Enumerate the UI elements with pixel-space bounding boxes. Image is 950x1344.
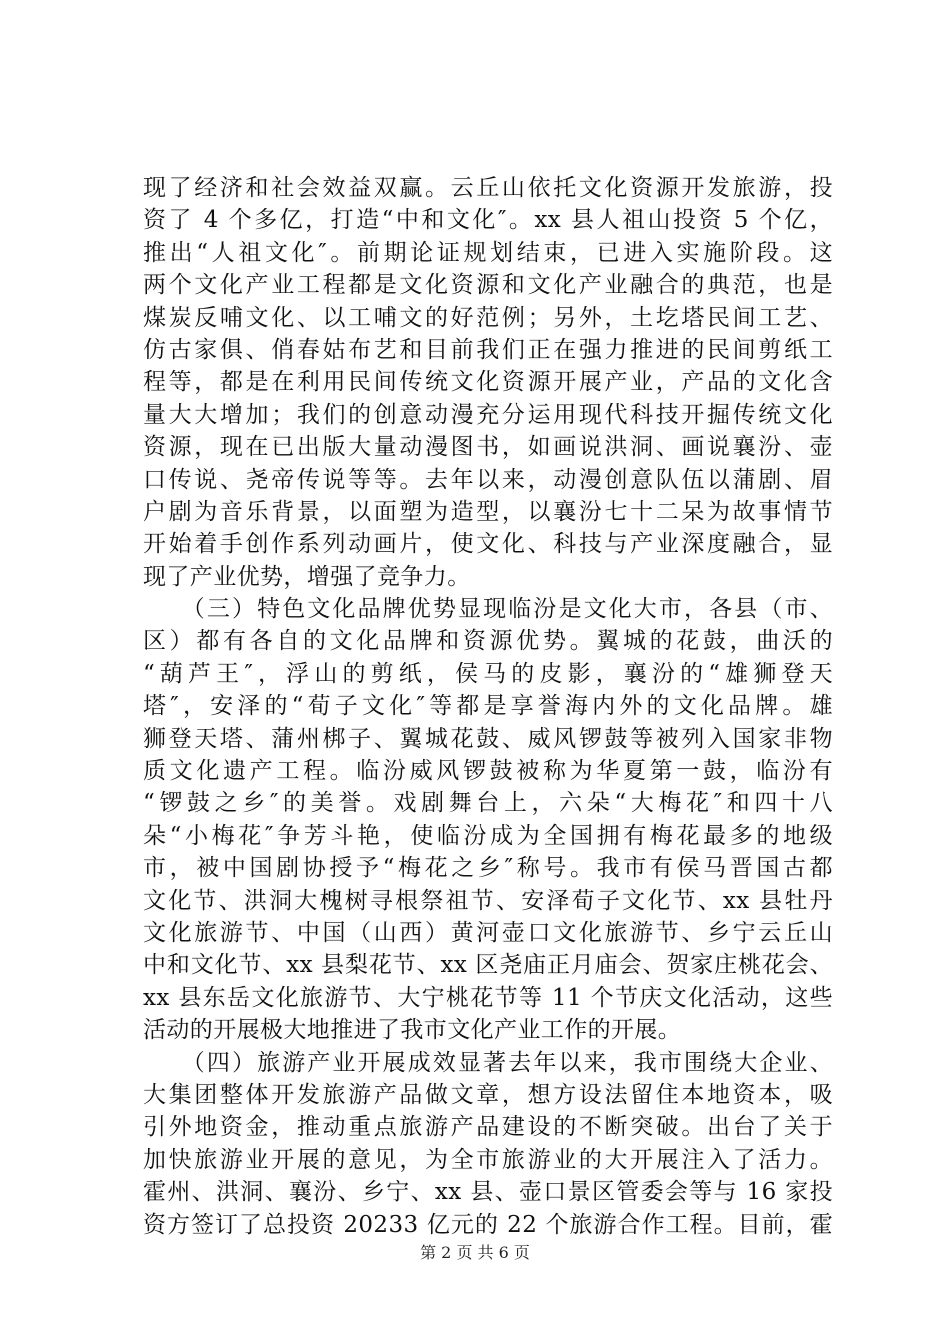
text-line: xx 县东岳文化旅游节、大宁桃花节等 11 个节庆文化活动，这些: [143, 984, 833, 1011]
text-line: “葫芦王″，浮山的剪纸，侯马的皮影，襄汾的“雄狮登天: [143, 660, 833, 687]
text-line: 引外地资金，推动重点旅游产品建设的不断突破。出台了关于: [143, 1114, 833, 1141]
text-line: 大集团整体开发旅游产品做文章，想方设法留住本地资本，吸: [143, 1081, 833, 1108]
text-line: 资了 4 个多亿，打造“中和文化″。xx 县人祖山投资 5 个亿，: [143, 207, 833, 234]
text-line: 市，被中国剧协授予“梅花之乡″称号。我市有侯马晋国古都: [143, 855, 833, 882]
text-line: 开始着手创作系列动画片，使文化、科技与产业深度融合，显: [143, 531, 833, 558]
text-line: 区）都有各自的文化品牌和资源优势。翼城的花鼓，曲沃的: [143, 628, 833, 655]
text-line: 两个文化产业工程都是文化资源和文化产业融合的典范，也是: [143, 272, 833, 299]
paragraph-end-line: 活动的开展极大地推进了我市文化产业工作的开展。: [143, 1017, 682, 1044]
text-line: 加快旅游业开展的意见，为全市旅游业的大开展注入了活力。: [143, 1146, 833, 1173]
text-line: 口传说、尧帝传说等等。去年以来，动漫创意队伍以蒲剧、眉: [143, 466, 833, 493]
text-line: 朵“小梅花″争芳斗艳，使临汾成为全国拥有梅花最多的地级: [143, 822, 833, 849]
page-footer: [0, 1243, 950, 1263]
body-text: [143, 172, 833, 1241]
text-line: 现了经济和社会效益双赢。云丘山依托文化资源开发旅游，投: [143, 175, 833, 201]
text-line: 文化旅游节、中国（山西）黄河壶口文化旅游节、乡宁云丘山: [143, 919, 833, 946]
text-line: 程等，都是在利用民间传统文化资源开展产业，产品的文化含: [143, 369, 833, 396]
section-heading-line: （四）旅游产业开展成效显著去年以来，我市围绕大企业、: [143, 1049, 833, 1076]
page-number-label: 第 2 页 共 6 页: [420, 1243, 530, 1262]
paragraph-end-line: 现了产业优势，增强了竞争力。: [143, 563, 471, 590]
text-line: 仿古家俱、俏春姑布艺和目前我们正在强力推进的民间剪纸工: [143, 336, 833, 363]
text-line: 资方签订了总投资 20233 亿元的 22 个旅游合作工程。目前，霍: [143, 1211, 833, 1238]
text-line: 塔″，安泽的“荀子文化″等都是享誉海内外的文化品牌。雄: [143, 693, 833, 720]
text-line: 中和文化节、xx 县梨花节、xx 区尧庙正月庙会、贺家庄桃花会、: [143, 952, 833, 979]
text-line: 煤炭反哺文化、以工哺文的好范例；另外，土圪塔民间工艺、: [143, 304, 833, 331]
text-line: 文化节、洪洞大槐树寻根祭祖节、安泽荀子文化节、xx 县牡丹: [143, 887, 833, 914]
text-line: 推出“人祖文化″。前期论证规划结束，已进入实施阶段。这: [143, 239, 833, 266]
text-line: 量大大增加；我们的创意动漫充分运用现代科技开掘传统文化: [143, 401, 833, 428]
text-line: 资源，现在已出版大量动漫图书，如画说洪洞、画说襄汾、壶: [143, 434, 833, 461]
text-line: 质文化遗产工程。临汾威风锣鼓被称为华夏第一鼓，临汾有: [143, 758, 833, 785]
text-line: “锣鼓之乡″的美誉。戏剧舞台上，六朵“大梅花″和四十八: [143, 790, 833, 817]
section-heading-line: （三）特色文化品牌优势显现临汾是文化大市，各县（市、: [143, 596, 833, 623]
text-line: 户剧为音乐背景，以面塑为造型，以襄汾七十二呆为故事情节: [143, 498, 833, 525]
text-line: 霍州、洪洞、襄汾、乡宁、xx 县、壶口景区管委会等与 16 家投: [143, 1179, 833, 1206]
text-line: 狮登天塔、蒲州梆子、翼城花鼓、威风锣鼓等被列入国家非物: [143, 725, 833, 752]
